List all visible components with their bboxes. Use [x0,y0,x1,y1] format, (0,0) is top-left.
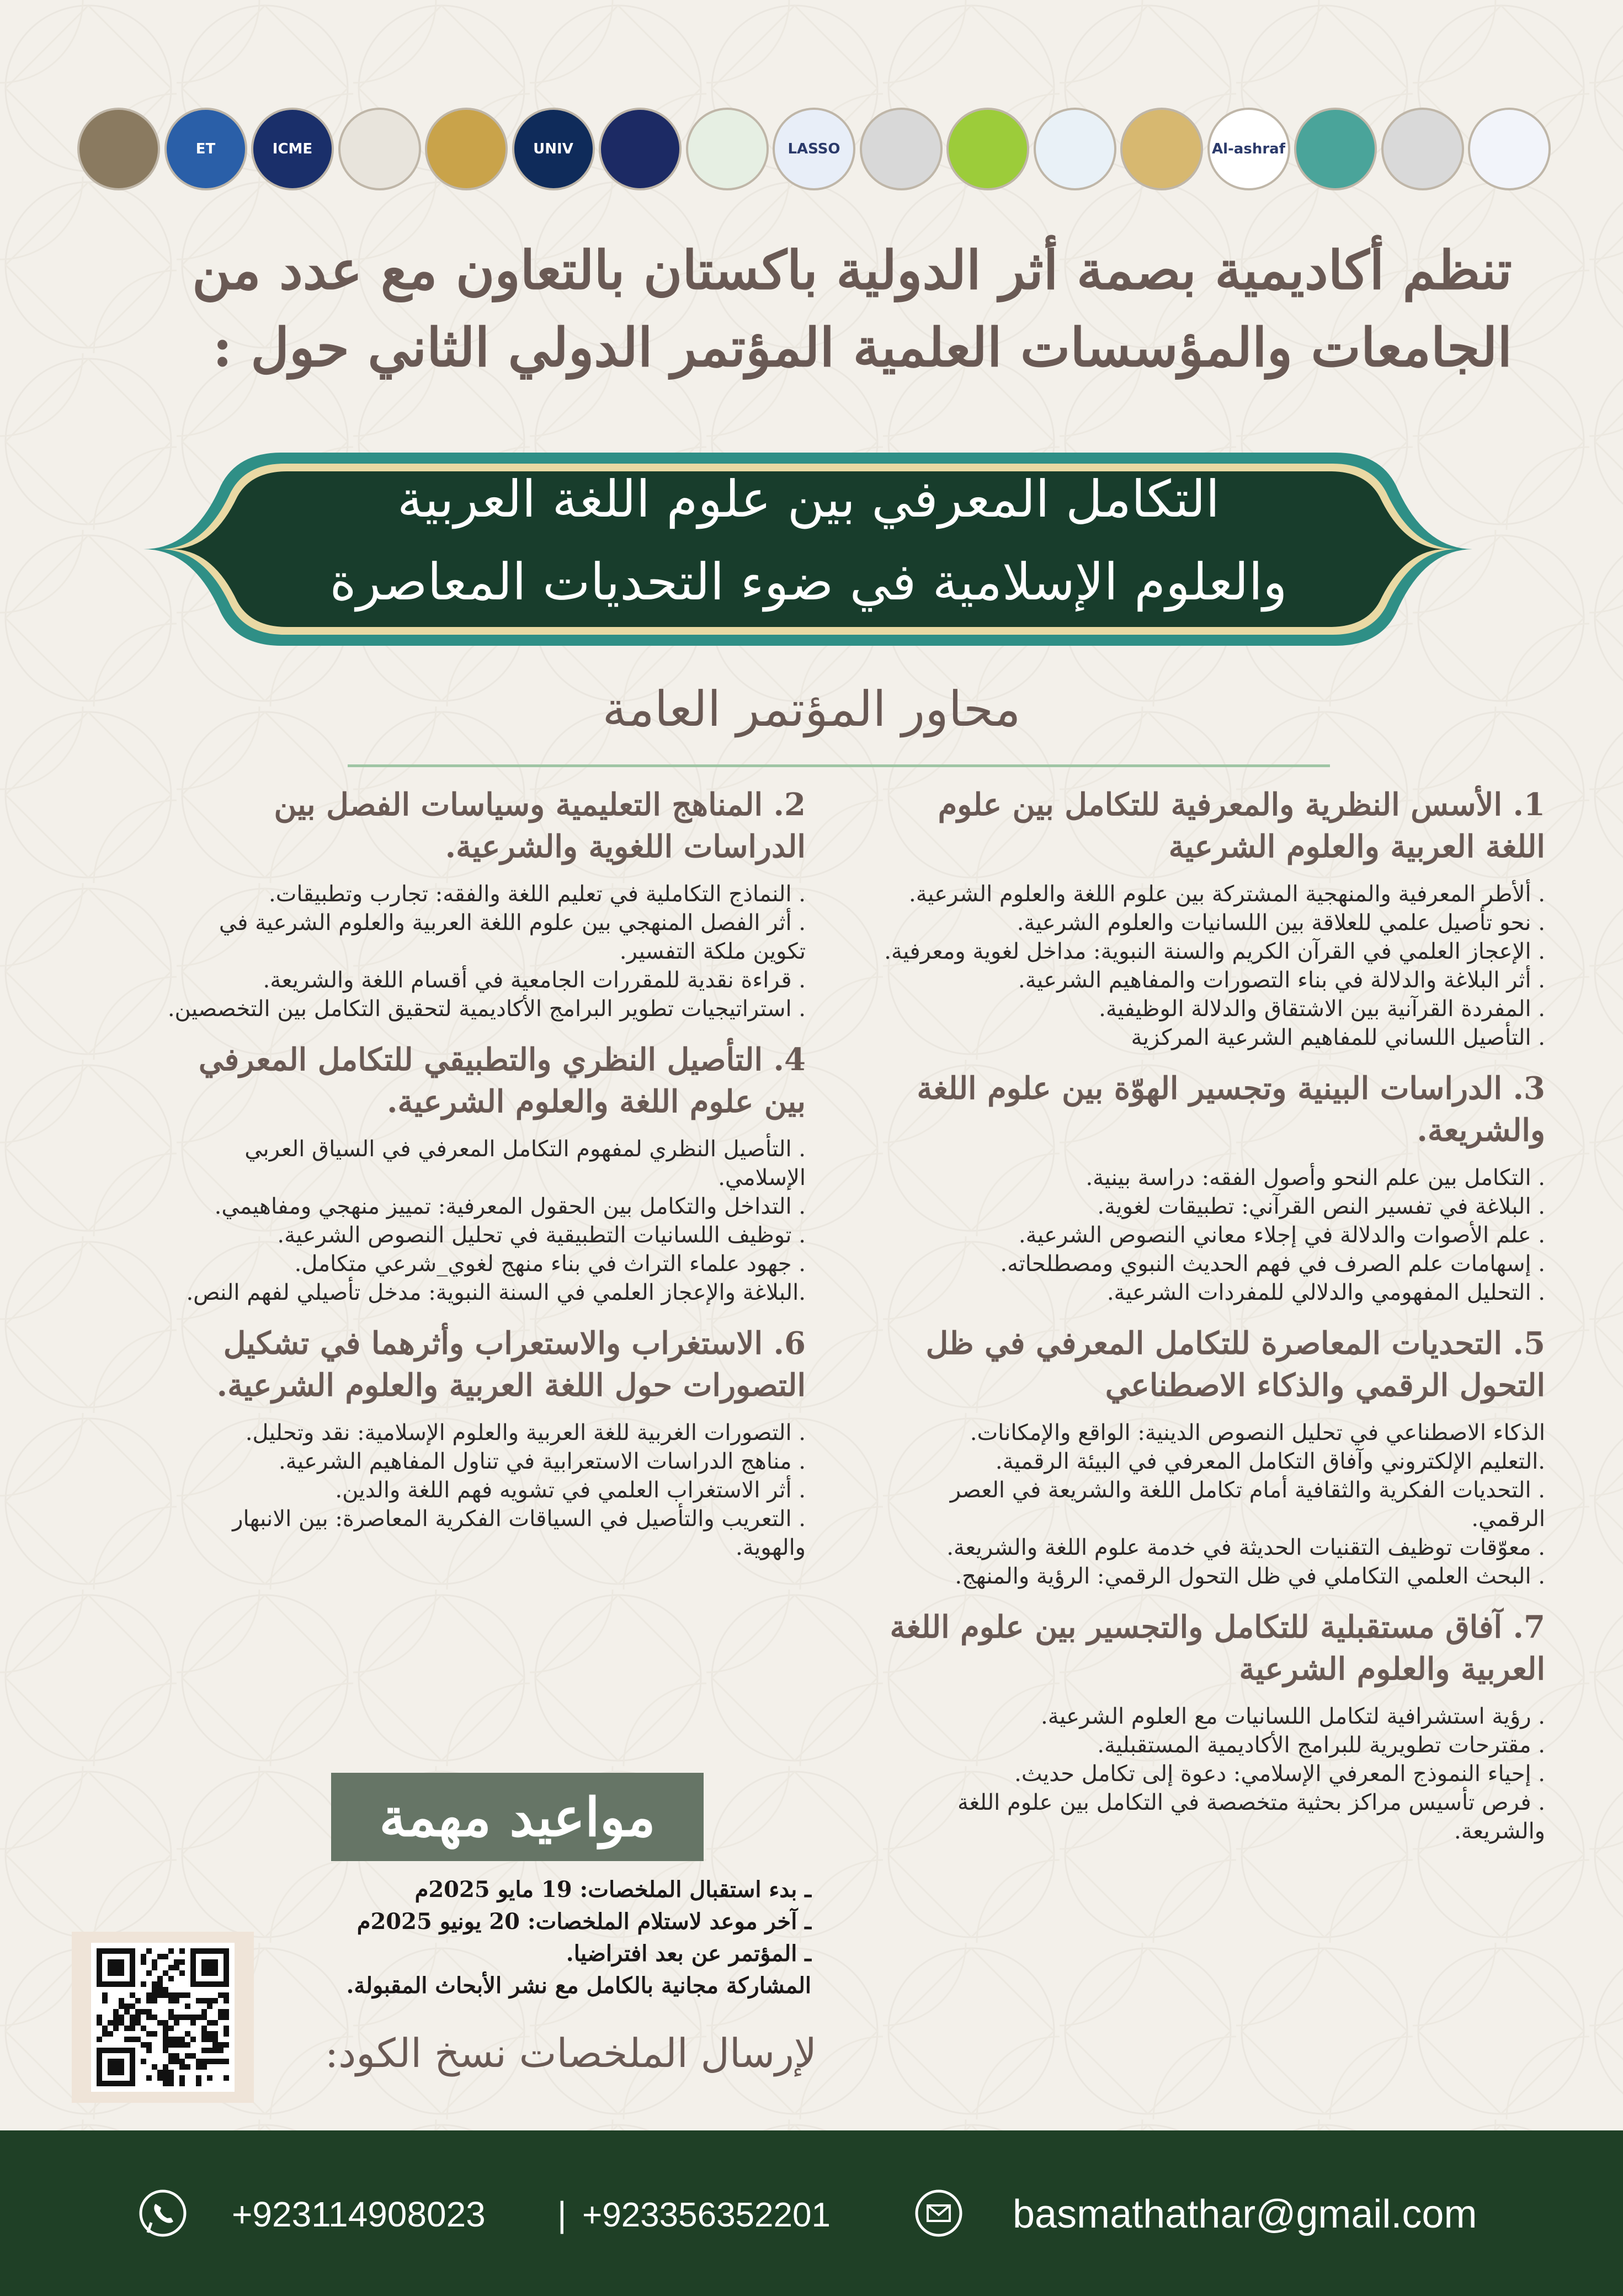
qr-module [163,1992,168,1998]
qr-module [201,2064,207,2070]
qr-module [179,1970,185,1976]
logo-yellow-head-icon [1381,108,1464,190]
topic-section [166,784,806,1023]
qr-module [124,2003,130,2009]
qr-module [152,1981,157,1987]
qr-module [207,1998,212,2003]
qr-module [135,2009,141,2015]
qr-module [168,2026,174,2031]
qr-module [212,2042,218,2048]
qr-module [212,2059,218,2064]
qr-module [130,2003,135,2009]
qr-module [218,2048,224,2053]
qr-module [141,2009,146,2015]
qr-module [146,1998,152,2003]
qr-module [174,2020,179,2026]
qr-module [146,2009,152,2015]
qr-module [185,2003,190,2009]
topic-item: . أثر البلاغة والدلالة في بناء التصورات والمفاهيم الشرعية. [1018,968,1545,993]
qr-module [124,2037,130,2042]
qr-module [163,2070,168,2075]
qr-module [168,2059,174,2064]
logo-label: UNIV [533,141,573,157]
topic-item: . نحو تأصيل علمي للعلاقة بين اللسانيات والعلوم الشرعية. [1017,910,1545,936]
qr-module [224,1992,229,1998]
qr-module [168,1998,174,2003]
topic-item: . التعريب والتأصيل في السياقات الفكرية المعاصرة: بين الانبهار والهوية. [232,1506,806,1560]
qr-module [196,2081,201,2086]
topic-item: . استراتيجيات تطوير البرامج الأكاديمية لتحقيق التكامل بين التخصصين. [167,996,806,1022]
logo-icme-icon [251,108,334,190]
logo-navy-gold-icon [599,108,682,190]
logo-teal-mosque-icon [1294,108,1377,190]
qr-module [196,2015,201,2020]
qr-module [201,1959,218,1976]
qr-module [168,1965,174,1970]
qr-module [152,1992,157,1998]
qr-module [141,2042,146,2048]
qr-module [130,2015,135,2020]
topic-item: . أثر الفصل المنهجي بين علوم اللغة العربية والعلوم الشرعية في تكوين ملكة التفسير. [219,910,806,964]
topic-section [166,1039,806,1307]
qr-module [185,2053,190,2059]
qr-module [168,1976,174,1981]
qr-module [196,2059,201,2064]
qr-module [190,2015,196,2020]
topic-item: . التصورات الغربية للغة العربية والعلوم الإسلامية: نقد وتحليل. [245,1420,806,1445]
logo-gold-seal-icon [1120,108,1203,190]
qr-module [163,2075,168,2081]
logo-blue-star-icon [1468,108,1551,190]
topic-section [883,1322,1545,1591]
qr-module [179,2059,185,2064]
qr-module [179,1948,185,1954]
topic-items [166,1418,806,1562]
qr-module [102,1998,108,2003]
qr-module [168,1948,174,1954]
qr-module [179,2015,185,2020]
partner-logos [77,99,1551,199]
qr-module [201,2059,207,2064]
logo-shield-icon [77,108,160,190]
qr-module [168,2015,174,2020]
topic-item: . البحث العلمي التكاملي في ظل التحول الرقمي: الرؤية والمنهج. [955,1564,1545,1589]
topic-section [166,1322,806,1562]
qr-module [207,2059,212,2064]
qr-module [190,2053,196,2059]
qr-module [141,2059,146,2064]
date-item: ـ آخر موعد لاستلام الملخصات: 20 يونيو 2025م [356,1909,811,1934]
qr-module [185,2042,190,2048]
topic-section [883,1606,1545,1846]
contact-footer [0,2130,1623,2296]
qr-module [224,2075,229,2081]
topic-item: . ألأطر المعرفية والمنهجية المشتركة بين علوم اللغة والعلوم الشرعية. [909,881,1545,907]
qr-code[interactable] [72,1932,254,2103]
title-banner [127,442,1490,657]
qr-module [119,2020,124,2026]
qr-module [212,2048,218,2053]
logo-label: Al-ashraf [1211,141,1286,157]
axes-title: محاور المؤتمر العامة [602,681,1021,737]
qr-module [124,2026,130,2031]
qr-module [207,2037,212,2042]
topic-item: . فرص تأسيس مراكز بحثية متخصصة في التكامل بين علوم اللغة والشريعة. [957,1790,1545,1844]
qr-module [130,2020,135,2026]
qr-module [163,1970,168,1976]
qr-module [168,2081,174,2086]
qr-module [190,2020,196,2026]
qr-module [152,1987,157,1992]
intro-heading [99,232,1512,386]
qr-module [141,1954,146,1959]
qr-module [185,2064,190,2070]
qr-module [113,2026,119,2031]
logo-gold-round-icon [425,108,508,190]
qr-module [190,2037,196,2042]
topic-item: . البلاغة في تفسير النص القرآني: تطبيقات لغوية. [1097,1194,1545,1219]
topic-title: 1. الأسس النظرية والمعرفية للتكامل بين علوم اللغة العربية والعلوم الشرعية [938,786,1545,865]
qr-module [174,1965,179,1970]
qr-module [141,1959,146,1965]
qr-module [174,1959,179,1965]
qr-module [218,2015,224,2020]
logo-label: ET [195,141,216,157]
qr-module [224,2026,229,2031]
qr-module [163,2081,168,2086]
qr-module [207,2048,212,2053]
topic-item: . المفردة القرآنية بين الاشتقاق والدلالة الوظيفية. [1099,996,1545,1022]
banner-line-2: والعلوم الإسلامية في ضوء التحديات المعاصرة [329,552,1287,612]
qr-module [224,2015,229,2020]
topic-item: . التكامل بين علم النحو وأصول الفقه: دراسة بينية. [1085,1165,1545,1190]
topic-items [883,1163,1545,1307]
topic-item: الذكاء الاصطناعي في تحليل النصوص الدينية: الواقع والإمكانات. [970,1420,1545,1445]
qr-module [130,1992,135,1998]
topic-items [883,1702,1545,1846]
qr-module [152,1965,157,1970]
logo-univ-sultan-icon [512,108,595,190]
logo-green-yellow-icon [946,108,1029,190]
logo-blue-script-icon [1034,108,1116,190]
qr-module [218,2059,224,2064]
qr-module [113,2020,119,2026]
qr-module [168,2042,174,2048]
logo-book-white-icon [338,108,421,190]
qr-module [119,2015,124,2020]
qr-module [97,2020,102,2026]
qr-module [196,1998,201,2003]
qr-module [179,2081,185,2086]
topic-items [883,880,1545,1052]
qr-module [163,2031,168,2037]
qr-module [163,2064,168,2070]
qr-module [146,1992,152,1998]
logo-label: LASSO [787,141,840,157]
qr-module [157,1954,163,1959]
qr-module [179,2075,185,2081]
phone-number-1[interactable]: +923114908023 [232,2194,486,2234]
qr-module [146,1948,152,1954]
qr-module [168,2053,174,2059]
qr-module [201,1998,207,2003]
phone-number-2[interactable]: +923356352201 [582,2196,831,2234]
topic-item: . معوّقات توظيف التقنيات الحديثة في خدمة علوم اللغة والشريعة. [946,1535,1545,1560]
topic-title: 2. المناهج التعليمية وسياسات الفصل بين الدراسات اللغوية والشرعية. [274,786,806,865]
divider [348,764,1330,767]
topic-item: . توظيف اللسانيات التطبيقية في تحليل النصوص الشرعية. [277,1223,806,1248]
qr-module [102,2026,108,2031]
qr-module [201,2031,207,2037]
qr-module [152,1959,157,1965]
qr-module [108,1959,124,1976]
qr-module [179,1959,185,1965]
important-dates-title: مواعيد مهمة [379,1785,656,1848]
qr-module [196,2064,201,2070]
qr-module [152,2031,157,2037]
date-item: ـ بدء استقبال الملخصات: 19 مايو 2025م [414,1877,811,1902]
topics-column-right [883,784,1545,1861]
topic-item: . علم الأصوات والدلالة في إجلاء معاني النصوص الشرعية. [1018,1223,1545,1248]
topic-item: .التعليم الإلكتروني وآفاق التكامل المعرفي في البيئة الرقمية. [995,1449,1545,1474]
qr-module [163,2048,168,2053]
topic-item: . التأصيل النظري لمفهوم التكامل المعرفي في السياق العربي الإسلامي. [244,1136,806,1190]
topic-item: . إسهامات علم الصرف في فهم الحديث النبوي ومصطلحاته. [1000,1251,1545,1277]
qr-module [146,2031,152,2037]
topic-item: . جهود علماء التراث في بناء منهج لغوي_شرعي متكامل. [294,1251,806,1277]
qr-module [163,2037,168,2042]
qr-module [174,2053,179,2059]
qr-module [224,2031,229,2037]
qr-module [141,1981,146,1987]
topic-title: 3. الدراسات البينية وتجسير الهوّة بين علوم اللغة والشريعة. [917,1070,1545,1149]
qr-module [163,2020,168,2026]
qr-module [196,2075,201,2081]
qr-module [135,2037,141,2042]
logo-label: ICME [272,141,313,157]
qr-module [174,2059,179,2064]
qr-module [218,2009,224,2015]
qr-module [212,2020,218,2026]
topic-title: 7. آفاق مستقبلية للتكامل والتجسير بين علوم اللغة العربية والعلوم الشرعية [890,1609,1545,1687]
qr-module [224,2042,229,2048]
topic-item: . إحياء النموذج المعرفي الإسلامي: دعوة إلى تكامل حديث. [1014,1761,1545,1787]
email-icon [913,2187,965,2239]
qr-module [135,2020,141,2026]
qr-module [146,2042,152,2048]
topic-item: . التحليل المفهومي والدلالي للمفردات الشرعية. [1106,1280,1545,1305]
qr-module [130,2037,135,2042]
topic-item: . الإعجاز العلمي في القرآن الكريم والسنة النبوية: مداخل لغوية ومعرفية. [884,939,1545,964]
qr-module [168,1992,174,1998]
qr-module [108,2031,113,2037]
intro-line-2: الجامعات والمؤسسات العلمية المؤتمر الدولي الثاني حول : [212,316,1512,379]
qr-module [174,2042,179,2048]
topic-section [883,1067,1545,1307]
qr-module [179,2064,185,2070]
logo-gray-seal-icon [860,108,943,190]
topic-item: .البلاغة والإعجاز العلمي في السنة النبوية: مدخل تأصيلي لفهم النص. [186,1280,806,1305]
logo-alashraf-icon [1207,108,1290,190]
date-item: المشاركة مجانية بالكامل مع نشر الأبحاث المقبولة. [346,1973,811,1999]
qr-module [146,1970,152,1976]
qr-module [108,2020,113,2026]
whatsapp-phone-icon [137,2187,189,2239]
qr-code-icon [91,1943,235,2092]
qr-module [201,2037,207,2042]
qr-module [168,2070,174,2075]
qr-module [207,2031,212,2037]
qr-module [207,2003,212,2009]
topic-title: 4. التأصيل النظري والتطبيقي للتكامل المعرفي بين علوم اللغة والعلوم الشرعية. [198,1041,806,1120]
qr-module [201,2015,207,2020]
qr-module [185,1992,190,1998]
topics-column-left [166,784,806,1577]
qr-module [212,2037,218,2042]
email-address[interactable]: basmathathar@gmail.com [1013,2192,1477,2236]
phone-separator: | [557,2194,567,2234]
topic-items [166,880,806,1023]
qr-module [135,2015,141,2020]
qr-module [179,2037,185,2042]
logo-green-wreath-icon [686,108,769,190]
qr-module [163,2042,168,2048]
qr-module [201,2048,207,2053]
qr-module [119,1998,124,2003]
qr-module [174,2015,179,2020]
qr-module [113,2009,119,2015]
qr-module [201,2026,207,2031]
qr-module [152,2064,157,2070]
qr-module [152,1998,157,2003]
qr-module [97,2015,102,2020]
qr-module [108,2059,124,2075]
qr-module [102,2031,108,2037]
qr-module [179,1992,185,1998]
qr-module [146,2075,152,2081]
qr-module [130,2026,135,2031]
qr-module [212,1998,218,2003]
qr-module [224,2059,229,2064]
qr-module [157,1981,163,1987]
qr-module [163,2026,168,2031]
send-code-label: لإرسال الملخصات نسخ الكود: [324,2030,817,2076]
qr-module [146,2015,152,2020]
qr-module [97,2037,102,2042]
qr-module [201,2009,207,2015]
date-item: ـ المؤتمر عن بعد افتراضيا. [566,1941,811,1967]
topic-item: . التداخل والتكامل بين الحقول المعرفية: تمييز منهجي ومفاهيمي. [214,1194,806,1219]
qr-module [224,2009,229,2015]
logo-book-blue-icon [164,108,247,190]
qr-module [113,2015,119,2020]
qr-module [102,1992,108,1998]
topic-title: 6. الاستغراب والاستعراب وأثرهما في تشكيل التصورات حول اللغة العربية والعلوم الشرعية. [216,1325,806,1404]
logo-lasso-icon [773,108,855,190]
qr-module [207,2075,212,2081]
qr-module [157,1976,163,1981]
qr-module [218,1992,224,1998]
qr-module [168,2037,174,2042]
qr-module [157,2075,163,2081]
topic-items [166,1135,806,1307]
qr-module [174,1998,179,2003]
qr-module [141,2026,146,2031]
qr-module [207,2020,212,2026]
topic-item: . مناهج الدراسات الاستعرابية في تناول المفاهيم الشرعية. [278,1449,806,1474]
topic-section [883,784,1545,1052]
qr-module [163,1987,168,1992]
qr-module [212,2031,218,2037]
qr-module [152,2015,157,2020]
topic-item: . التأصيل اللساني للمفاهيم الشرعية المركزية [1131,1025,1545,1050]
qr-module [224,1998,229,2003]
topic-item: . أثر الاستغراب العلمي في تشويه فهم اللغة والدين. [335,1477,806,1503]
qr-module [179,2042,185,2048]
intro-line-1: تنظم أكاديمية بصمة أثر الدولية باكستان بالتعاون مع عدد من [192,239,1512,301]
topic-title: 5. التحديات المعاصرة للتكامل المعرفي في ظل التحول الرقمي والذكاء الاصطناعي [925,1325,1545,1404]
qr-module [157,1992,163,1998]
qr-module [163,1954,168,1959]
qr-module [119,2003,124,2009]
topic-item: . قراءة نقدية للمقررات الجامعية في أقسام اللغة والشريعة. [263,968,806,993]
qr-module [185,2031,190,2037]
topic-item: . مقترحات تطويرية للبرامج الأكاديمية المستقبلية. [1097,1732,1545,1758]
qr-module [168,2075,174,2081]
topic-items [883,1418,1545,1591]
qr-module [157,1987,163,1992]
topic-item: . النماذج التكاملية في تعليم اللغة والفقه: تجارب وتطبيقات. [268,881,806,907]
qr-module [146,2048,152,2053]
topic-item: . التحديات الفكرية والثقافية أمام تكامل اللغة والشريعة في العصر الرقمي. [950,1477,1545,1532]
qr-module [174,1992,179,1998]
qr-module [124,2009,130,2015]
qr-module [157,2070,163,2075]
qr-module [185,2015,190,2020]
qr-module [157,2020,163,2026]
important-dates-header [331,1773,704,1861]
banner-line-1: التكامل المعرفي بين علوم اللغة العربية [397,470,1220,529]
qr-module [135,1998,141,2003]
qr-module [168,2009,174,2015]
qr-module [174,2037,179,2042]
important-dates-list [259,1874,811,2002]
topic-item: . رؤية استشرافية لتكامل اللسانيات مع العلوم الشرعية. [1041,1704,1545,1729]
qr-module [218,2042,224,2048]
